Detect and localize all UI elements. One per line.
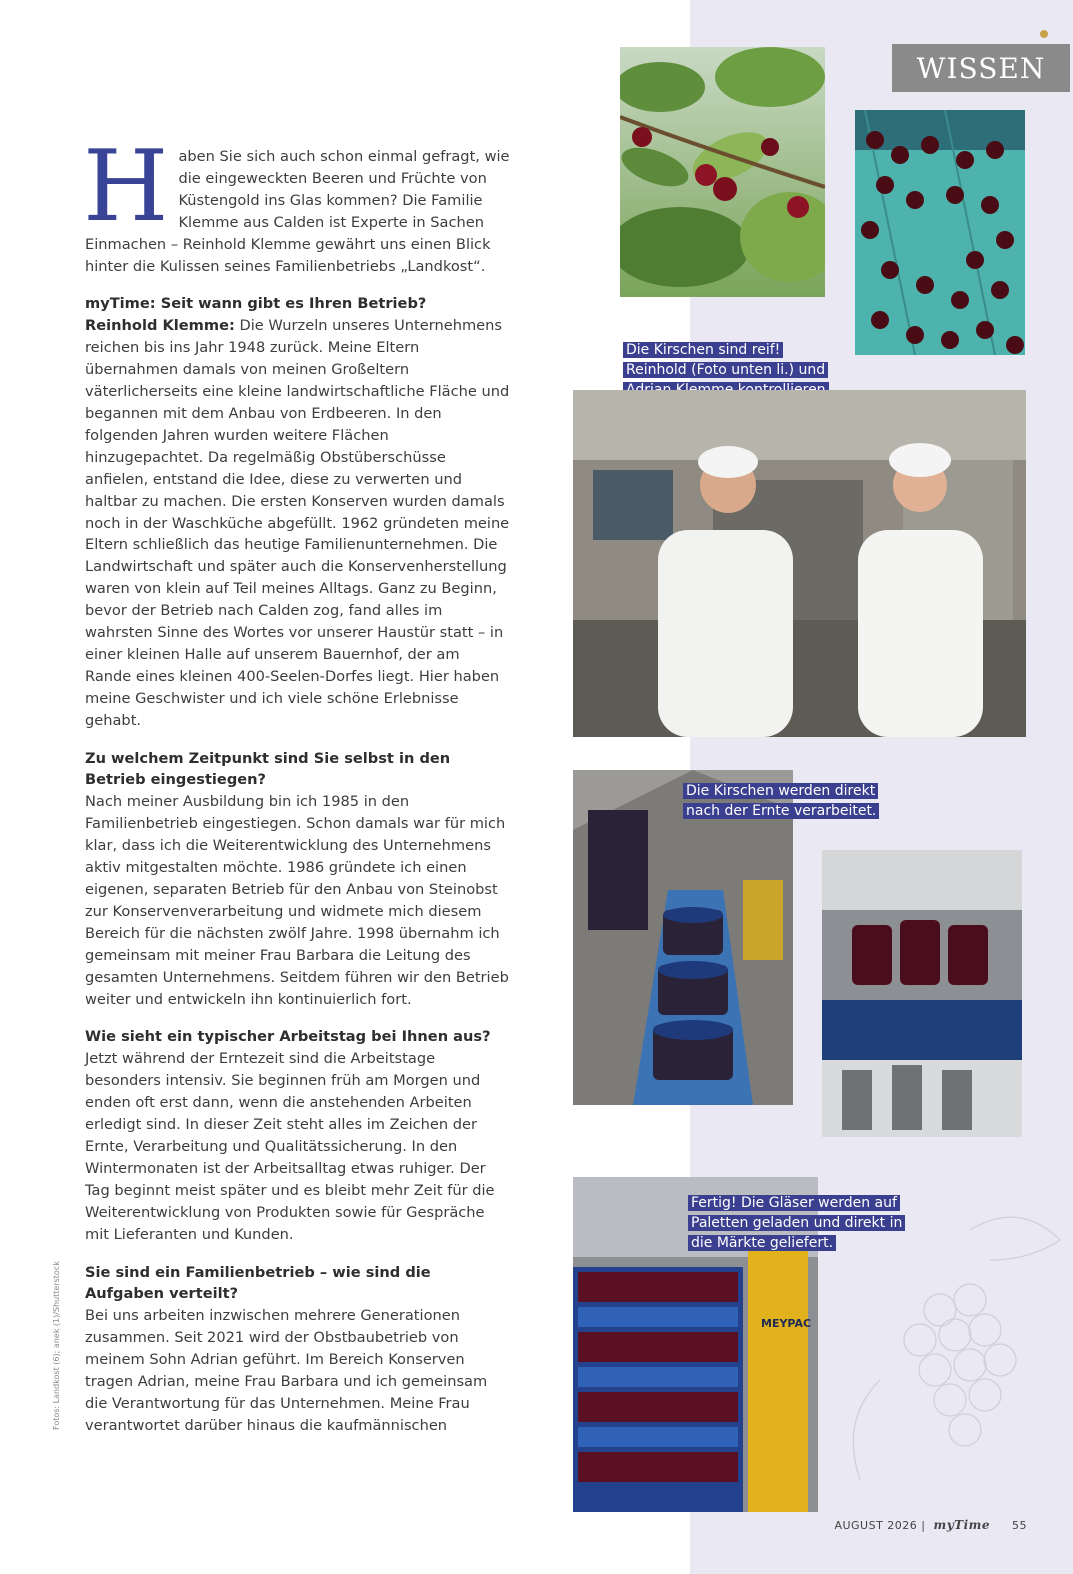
- decorative-blackberry-illustration: [820, 1200, 1070, 1500]
- question-2: Zu welchem Zeitpunkt sind Sie selbst in den Betrieb eingestiegen?: [85, 749, 451, 789]
- photo-credit: Fotos: Landkost (6); anek (1)/Shutterstock: [52, 1261, 61, 1430]
- question-1: myTime: Seit wann gibt es Ihren Betrieb?: [85, 295, 427, 313]
- caption-pallets-text: Fertig! Die Gläser werden auf Paletten geladen und direkt in die Märkte geliefert.: [688, 1195, 905, 1251]
- photo-cherry-tree: [620, 47, 825, 297]
- drop-cap: H: [83, 130, 169, 244]
- section-tag: WISSEN: [892, 44, 1070, 92]
- footer-issue: AUGUST 2026 |: [834, 1518, 926, 1532]
- question-3: Wie sieht ein typischer Arbeitstag bei Ihnen aus?: [85, 1028, 491, 1046]
- photo-reinhold-adrian: [573, 390, 1026, 737]
- meypac-sign: MEYPAC: [761, 1317, 812, 1330]
- answer-1: [85, 315, 510, 731]
- speaker-label: Reinhold Klemme:: [85, 317, 235, 335]
- page-footer: [834, 1518, 1027, 1532]
- color-marker: [1040, 30, 1048, 38]
- caption-processing: [683, 781, 893, 821]
- answer-4: Bei uns arbeiten inzwischen mehrere Generationen zusammen. Seit 2021 wird der Obstbaubetrieb von meinem Sohn Adrian geführt. Im Bereich Konserven tragen Adrian, meine Frau Barbara und ich gemeinsam die Verantwortung für das Unternehmen. Meine Frau verantwortet darüber hinaus die kaufmännischen: [85, 1307, 488, 1434]
- answer-1-text: Die Wurzeln unseres Unternehmens reichen bis ins Jahr 1948 zurück. Meine Eltern übernahmen damals von meinen Großeltern väterlicherseits eine kleine landwirtschaftliche Fläche und begannen mit dem Anbau von Erdbeeren. In den folgenden Jahren wurden weitere Flächen hinzugepachtet. Da regelmäßig Obstüberschüsse anfielen, entstand die Idee, diese zu verwerten und haltbar zu machen. Die ersten Konserven wurden damals noch in der Waschküche abgefüllt. 1962 gründeten meine Eltern schließlich das heutige Familienunternehmen. Die Landwirtschaft und später auch die Konservenherstellung waren von klein auf Teil meines Alltags. Ganz zu Beginn, bevor der Betrieb nach Calden zog, fand alles im wahrsten Sinne des Wortes vor unserer Haustür statt – in einer kleinen Halle auf unserem Bauernhof, der am Rande eines kleinen 400-Seelen-Dorfes liegt. Hier haben meine Geschwister und ich viele schöne Erlebnisse gehabt.: [85, 317, 510, 729]
- answer-3: Jetzt während der Erntezeit sind die Arbeitstage besonders intensiv. Sie beginnen früh am Morgen und enden oft erst dann, wenn die anstehenden Arbeiten erledigt sind. In dieser Zeit steht alles im Zeichen der Ernte, Verarbeitung und Qualitätssicherung. In den Wintermonaten ist der Arbeitsalltag etwas ruhiger. Der Tag beginnt meist später und es bleibt mehr Zeit für die Weiterentwicklung von Produkten sowie für Gespräche mit Lieferanten und Kunden.: [85, 1050, 495, 1243]
- lead-text: aben Sie sich auch schon einmal gefragt, wie die eingeweckten Beeren und Früchte von Küstengold ins Glas kommen? Die Familie Klemme aus Calden ist Experte in Sachen Einmachen – Reinhold Klemme gewährt uns einen Blick hinter die Kulissen seines Familienbetriebs „Landkost“.: [85, 148, 510, 275]
- photo-filling-machine: [822, 850, 1022, 1137]
- article-body: [83, 130, 510, 1437]
- lead-paragraph: [83, 130, 510, 277]
- answer-2: Nach meiner Ausbildung bin ich 1985 in den Familienbetrieb eingestiegen. Schon damals war für mich klar, dass ich die Weiterentwicklung des Unternehmens aktiv mitgestalten möchte. 1986 gründete ich einen eigenen, separaten Betrieb für den Anbau von Steinobst zur Konservenverarbeitung und widmete mich diesem Bereich für die nächsten zwölf Jahre. 1998 übernahm ich gemeinsam mit meiner Frau Barbara die Leitung des gesamten Unternehmens. Seitdem führen wir den Betrieb weiter und entwickeln ihn kontinuierlich fort.: [85, 793, 509, 1008]
- footer-brand-logo: myTime: [933, 1518, 990, 1532]
- page-number: 55: [1012, 1518, 1027, 1532]
- caption-cherries-text: Die Kirschen sind reif! Reinhold (Foto unten li.) und: [623, 342, 829, 418]
- photo-cherries-conveyor: [855, 110, 1025, 355]
- caption-processing-text: Die Kirschen werden direkt nach der Ernte verarbeitet.: [683, 783, 879, 819]
- question-4: Sie sind ein Familienbetrieb – wie sind die Aufgaben verteilt?: [85, 1263, 431, 1303]
